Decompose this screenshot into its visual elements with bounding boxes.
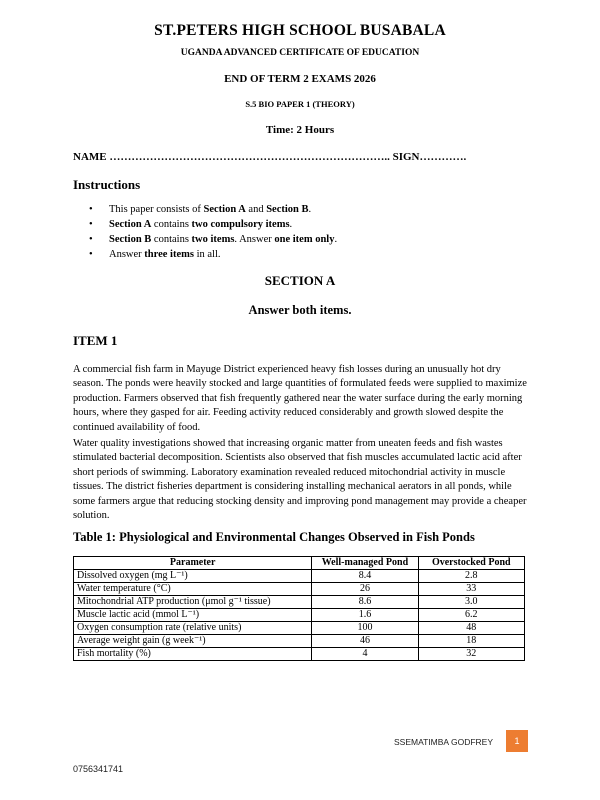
cell-well-managed: 100 — [312, 622, 418, 635]
table-row — [74, 583, 525, 596]
instruction-emphasis: one item only — [274, 234, 335, 245]
cell-overstocked: 48 — [418, 622, 524, 635]
cell-well-managed: 26 — [312, 583, 418, 596]
cell-well-managed: 8.4 — [312, 570, 418, 583]
phone-number: 0756341741 — [73, 764, 124, 774]
instruction-item — [73, 202, 533, 217]
exam-duration: Time: 2 Hours — [265, 124, 335, 136]
header-parameter: Parameter — [74, 557, 312, 570]
instruction-text: contains — [151, 234, 192, 245]
table-row — [74, 622, 525, 635]
cell-overstocked: 18 — [418, 635, 524, 648]
header-well-managed: Well-managed Pond — [312, 557, 418, 570]
table-row — [74, 609, 525, 622]
instruction-text: This paper consists of — [109, 204, 204, 215]
certificate-title: UGANDA ADVANCED CERTIFICATE OF EDUCATION — [180, 48, 420, 58]
bullet-icon: • — [89, 249, 93, 260]
instruction-text: . — [289, 219, 293, 230]
instructions-heading: Instructions — [73, 177, 141, 192]
table-row — [74, 648, 525, 661]
name-sign-line: NAME ………………………………………………………………….. SIGN…………. — [73, 151, 467, 163]
cell-overstocked: 3.0 — [418, 596, 524, 609]
cell-overstocked: 6.2 — [418, 609, 524, 622]
cell-well-managed: 8.6 — [312, 596, 418, 609]
cell-parameter: Dissolved oxygen (mg L⁻¹) — [74, 570, 312, 583]
cell-well-managed: 46 — [312, 635, 418, 648]
paper-title: S.5 BIO PAPER 1 (THEORY) — [245, 99, 355, 109]
instruction-item — [73, 217, 533, 232]
instruction-text: in all. — [193, 249, 221, 260]
instruction-emphasis: Section B — [266, 204, 309, 215]
instruction-emphasis: two items — [191, 234, 235, 245]
table-1-title: Table 1: Physiological and Environmental Changes Observed in Fish Ponds — [73, 530, 475, 544]
instructions-list — [73, 202, 533, 262]
bullet-icon: • — [89, 204, 93, 215]
instruction-emphasis: Section A — [203, 204, 246, 215]
cell-parameter: Fish mortality (%) — [74, 648, 312, 661]
school-name: ST.PETERS HIGH SCHOOL BUSABALA — [154, 22, 446, 39]
instruction-text: Answer — [109, 249, 145, 260]
table-header-row — [74, 557, 525, 570]
cell-parameter: Muscle lactic acid (mmol L⁻¹) — [74, 609, 312, 622]
cell-well-managed: 1.6 — [312, 609, 418, 622]
table-1 — [73, 556, 525, 661]
section-a-instruction: Answer both items. — [248, 303, 352, 317]
header-overstocked: Overstocked Pond — [418, 557, 524, 570]
cell-parameter: Average weight gain (g week⁻¹) — [74, 635, 312, 648]
cell-overstocked: 2.8 — [418, 570, 524, 583]
cell-parameter: Water temperature (°C) — [74, 583, 312, 596]
item-1-paragraph-2: Water quality investigations showed that increasing organic matter from uneaten feeds and fish wastes stimulated bacterial decomposition. Scientists also observed that fish muscles accumulated lactic acid after short periods of swimming. Laboratory examination revealed reduced mitochondrial activity in muscle tissues. The district fisheries department is considering installing mechanical aerators in all ponds, while some farmers argue that reducing stocking density and improving pond management may provide a cheaper solution. — [73, 438, 527, 522]
bullet-icon: • — [89, 219, 93, 230]
cell-well-managed: 4 — [312, 648, 418, 661]
instruction-emphasis: two compulsory items — [191, 219, 290, 230]
table-row — [74, 570, 525, 583]
author-name: SSEMATIMBA GODFREY — [394, 737, 494, 747]
instruction-item — [73, 247, 533, 262]
instruction-text: . — [308, 204, 312, 215]
item-1-paragraph-1: A commercial fish farm in Mayuge District experienced heavy fish losses during an unusually hot dry season. The ponds were heavily stocked and large quantities of formulated feeds were supplied to maximize production. Farmers observed that fish frequently gathered near the water surface during the early morning hours, where they gasped for air. Feeding activity reduced considerably and growth slowed despite the continued availability of food. — [73, 364, 527, 433]
instruction-text: and — [245, 204, 267, 215]
cell-parameter: Mitochondrial ATP production (μmol g⁻¹ tissue) — [74, 596, 312, 609]
instruction-emphasis: Section A — [109, 219, 152, 230]
instruction-emphasis: three items — [144, 249, 194, 260]
instruction-item — [73, 232, 533, 247]
instruction-emphasis: Section B — [109, 234, 152, 245]
cell-overstocked: 33 — [418, 583, 524, 596]
item-1-heading: ITEM 1 — [73, 333, 118, 348]
instruction-text: contains — [151, 219, 192, 230]
exam-title: END OF TERM 2 EXAMS 2026 — [224, 73, 376, 85]
instruction-text: . Answer — [234, 234, 275, 245]
section-a-title: SECTION A — [264, 273, 336, 288]
instruction-text: . — [334, 234, 338, 245]
cell-parameter: Oxygen consumption rate (relative units) — [74, 622, 312, 635]
cell-overstocked: 32 — [418, 648, 524, 661]
table-row — [74, 596, 525, 609]
table-row — [74, 635, 525, 648]
bullet-icon: • — [89, 234, 93, 245]
page-number-badge: 1 — [506, 730, 528, 752]
